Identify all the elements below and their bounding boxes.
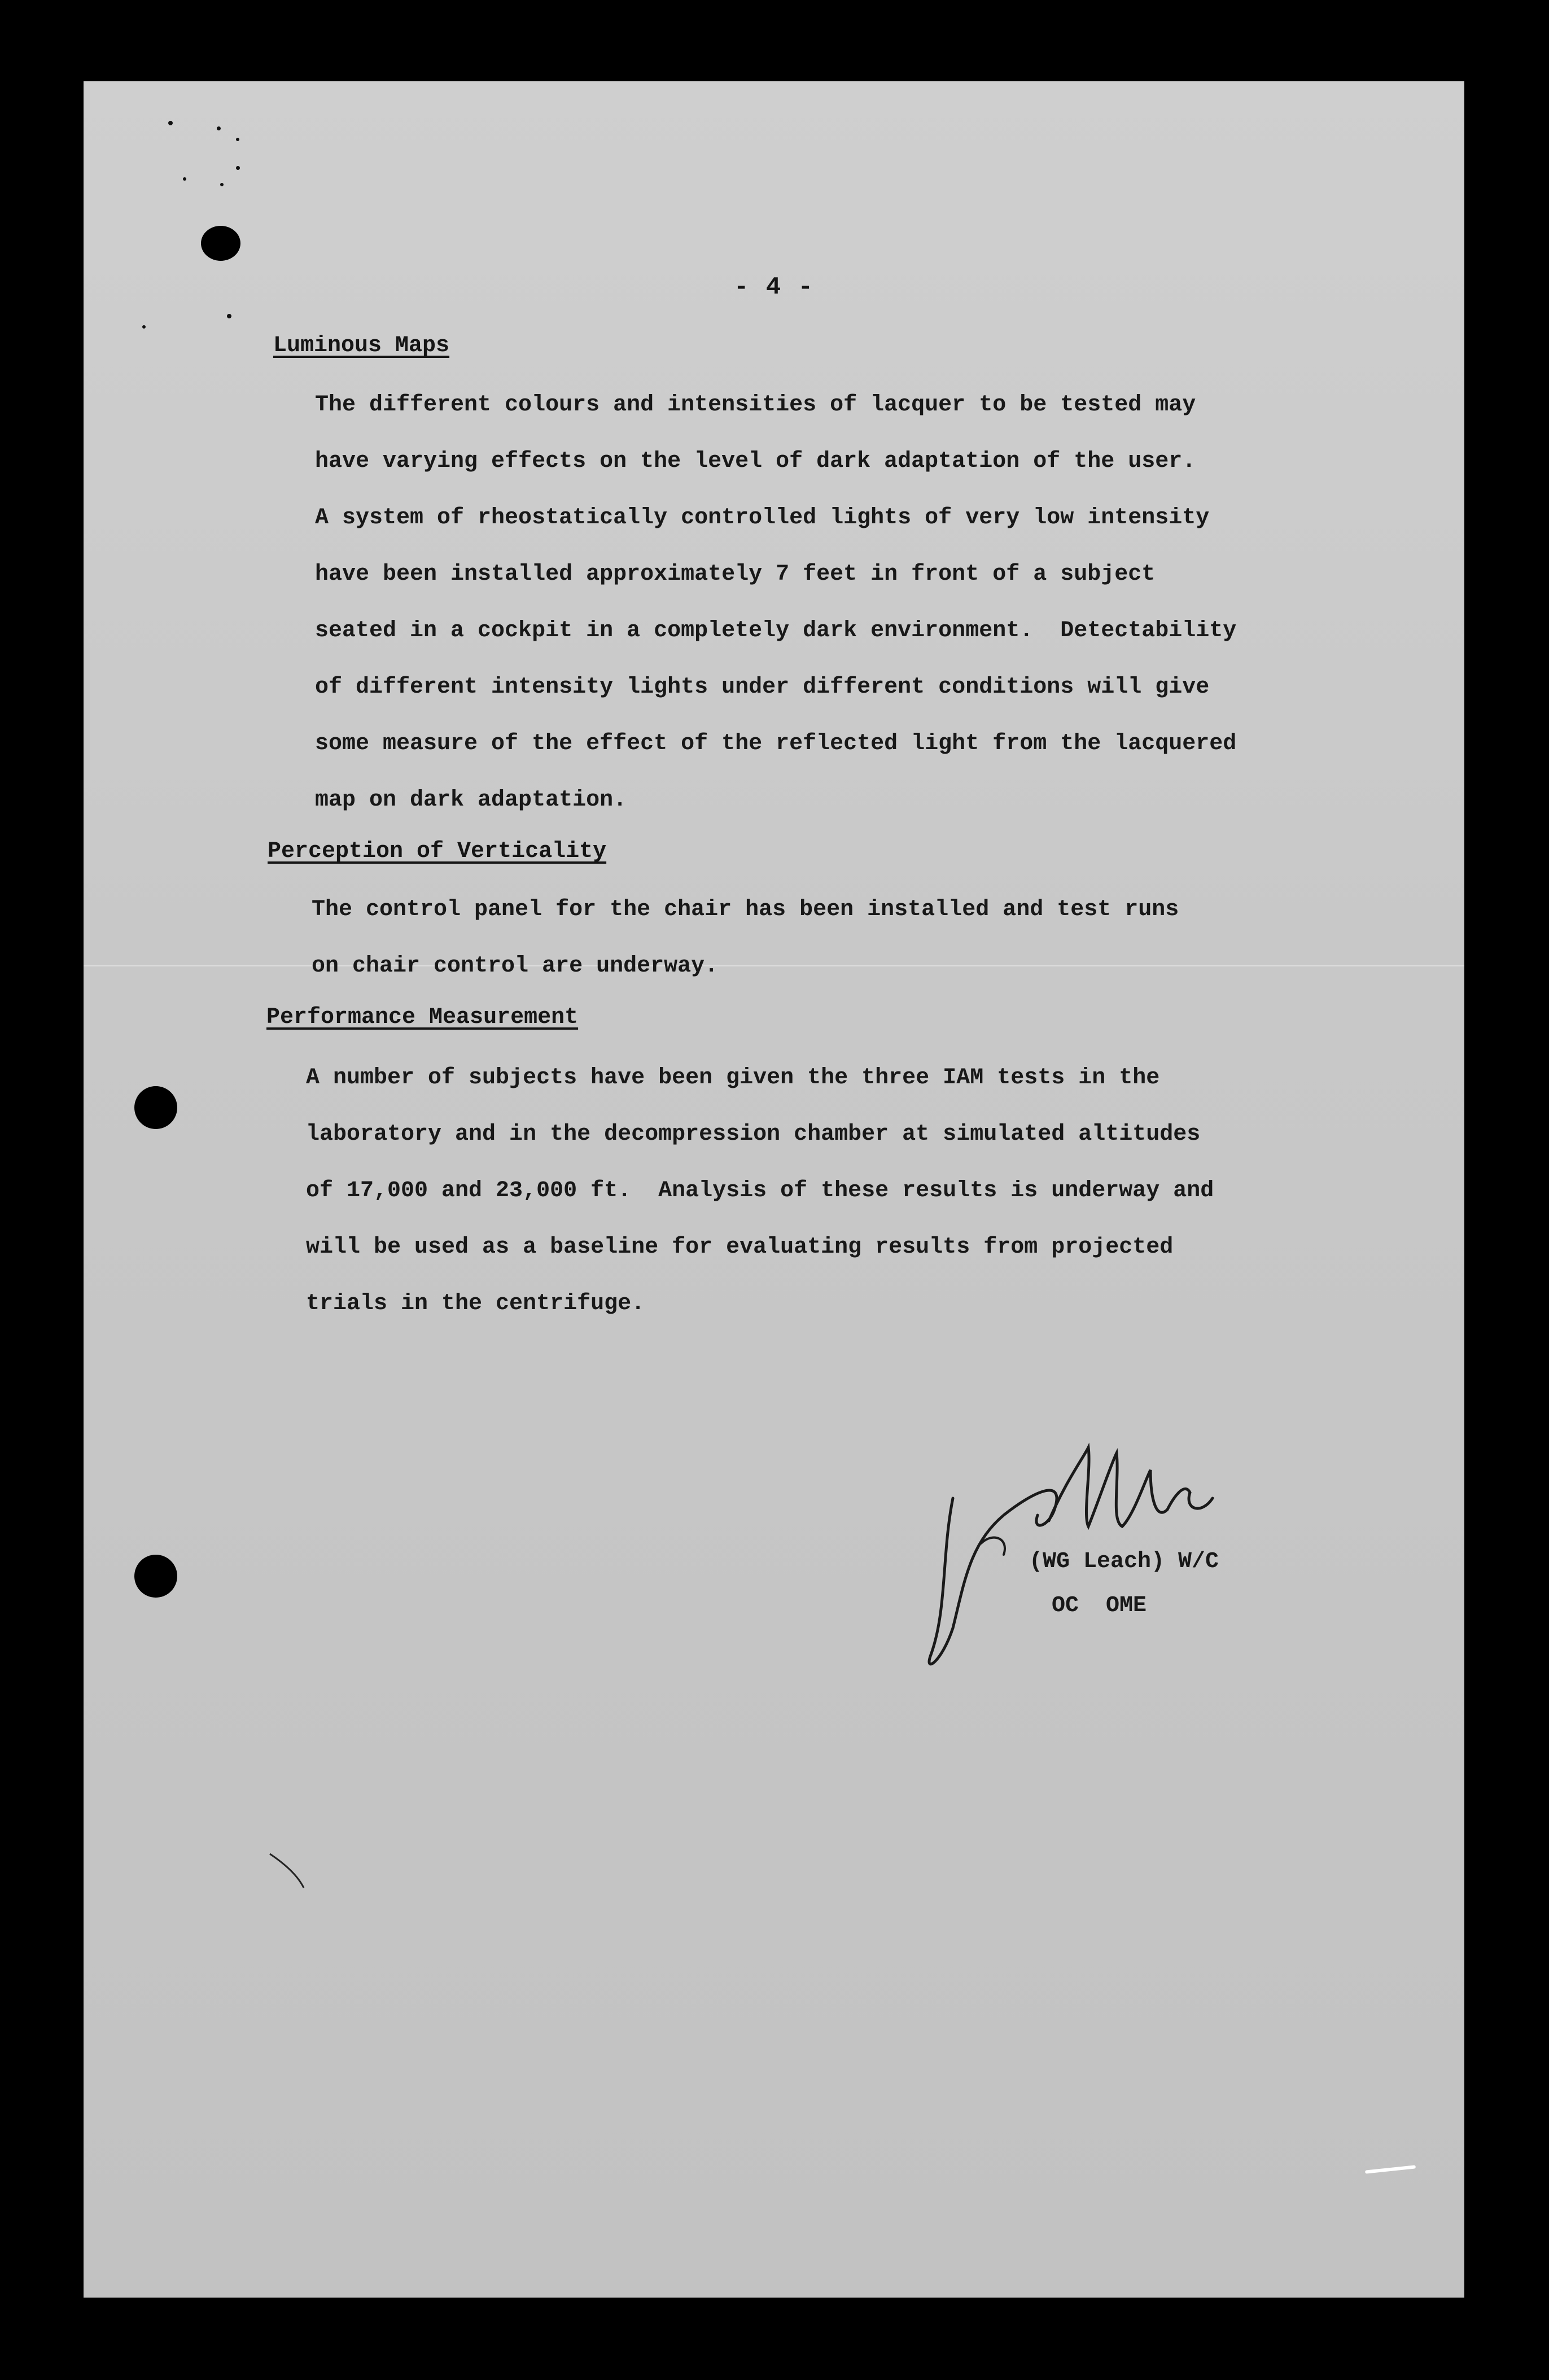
document-page [84,81,1464,2298]
section-body-perception-of-verticality [312,882,1179,995]
speck-mark [217,126,221,130]
text-line: map on dark adaptation. [315,788,627,813]
stray-pen-mark [264,1843,321,1899]
text-line: on chair control are underway. [312,953,719,979]
section-body-luminous-maps [315,377,1236,829]
white-scratch-mark [1365,2165,1416,2173]
signatory-name: (WG Leach) W/C [1029,1549,1219,1574]
text-line: have varying effects on the level of dark adaptation of the user. [315,449,1196,474]
signature-block [919,1414,1258,1707]
speck-mark [183,177,186,181]
section-heading-perception-of-verticality: Perception of Verticality [268,839,607,864]
punch-hole-middle [134,1086,177,1129]
speck-mark [236,166,240,170]
punch-hole-top [201,226,240,261]
text-line: trials in the centrifuge. [306,1291,645,1316]
text-line: The control panel for the chair has been installed and test runs [312,897,1179,922]
text-line: of 17,000 and 23,000 ft. Analysis of these results is underway and [306,1178,1214,1204]
section-body-performance-measurement [306,1050,1214,1332]
page-number: - 4 - [733,273,815,301]
text-line: A number of subjects have been given the three IAM tests in the [306,1065,1160,1091]
text-line: some measure of the effect of the reflected light from the lacquered [315,731,1237,756]
text-line: of different intensity lights under different conditions will give [315,675,1210,700]
text-line: A system of rheostatically controlled lights of very low intensity [315,505,1210,531]
text-line: The different colours and intensities of lacquer to be tested may [315,392,1196,418]
section-heading-luminous-maps: Luminous Maps [273,333,450,358]
section-heading-performance-measurement: Performance Measurement [266,1005,579,1030]
speck-mark [142,325,146,329]
speck-mark [227,314,231,318]
punch-hole-bottom [134,1555,177,1598]
text-line: have been installed approximately 7 feet in front of a subject [315,562,1156,587]
text-line: laboratory and in the decompression chamber at simulated altitudes [306,1122,1201,1147]
speck-mark [220,183,224,186]
speck-mark [168,121,173,125]
text-line: seated in a cockpit in a completely dark environment. Detectability [315,618,1237,644]
text-line: will be used as a baseline for evaluating results from projected [306,1235,1174,1260]
signatory-unit: OC OME [1052,1593,1147,1618]
speck-mark [236,138,239,141]
